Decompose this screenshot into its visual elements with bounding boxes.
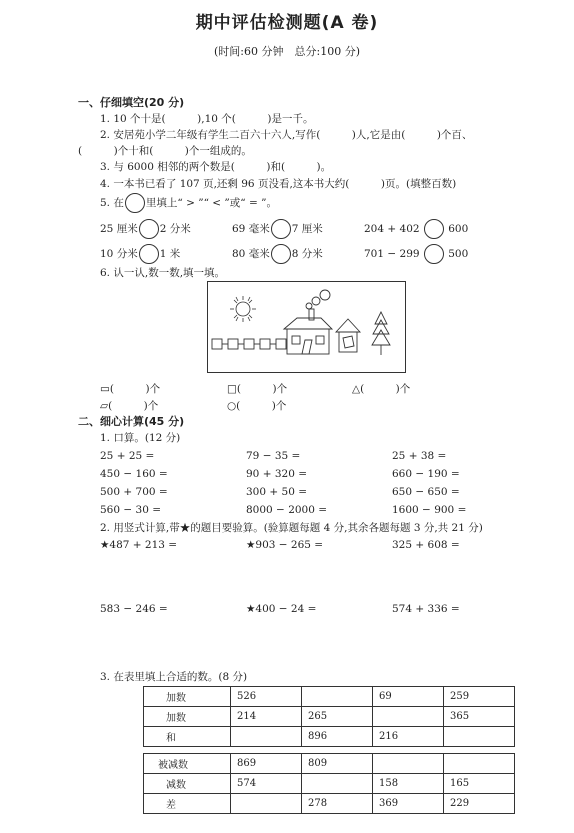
table-cell: 869 (231, 754, 302, 774)
answer-circle[interactable] (271, 244, 291, 264)
shapes-picture (207, 281, 406, 373)
count-parallelogram: ▱( )个 (100, 400, 159, 412)
answer-circle[interactable] (424, 219, 444, 239)
table-cell[interactable] (444, 754, 515, 774)
table-cell[interactable] (444, 727, 515, 747)
table-row (144, 794, 515, 814)
page-title: 期中评估检测题(A 卷) (195, 13, 379, 33)
oral-problem: 90 + 320 = (246, 468, 308, 480)
table-cell[interactable] (231, 794, 302, 814)
table-cell: 229 (444, 794, 515, 814)
count-circle: ○( )个 (227, 400, 287, 412)
compare-item: 80 毫米 8 分米 (232, 244, 323, 264)
table-cell[interactable] (302, 687, 373, 707)
oral-problem: 300 + 50 = (246, 486, 308, 498)
table-cell: 809 (302, 754, 373, 774)
rectangle-icon: ▭ (100, 383, 110, 395)
table-cell: 加数 (144, 687, 231, 707)
answer-circle[interactable] (139, 244, 159, 264)
oral-calc-title: 1. 口算。(12 分) (100, 432, 181, 444)
question-2-line2: ( )个十和( )个一组成的。 (78, 145, 252, 157)
compare-item: 69 毫米 7 厘米 (232, 219, 323, 239)
oral-problem: 8000 − 2000 = (246, 504, 328, 516)
vertical-problem: ★400 − 24 = (246, 603, 317, 615)
vertical-problem: 583 − 246 = (100, 603, 168, 615)
question-3: 3. 与 6000 相邻的两个数是( )和( )。 (100, 161, 332, 173)
table-cell: 214 (231, 707, 302, 727)
count-rectangle: ▭( )个 (100, 383, 161, 395)
table-cell: 被减数 (144, 754, 231, 774)
table-row (144, 707, 515, 727)
table-cell: 896 (302, 727, 373, 747)
section1-heading: 一、仔细填空(20 分) (78, 96, 185, 109)
table-cell: 216 (373, 727, 444, 747)
question-6: 6. 认一认,数一数,填一填。 (100, 267, 226, 279)
question-5-suffix: 里填上“ > ”“ < ”或“ = ”。 (145, 197, 277, 209)
count-square: □( )个 (227, 383, 288, 395)
vertical-problem: 325 + 608 = (392, 539, 460, 551)
square-icon: □ (227, 383, 237, 395)
parallelogram-icon: ▱ (100, 400, 109, 412)
oral-problem: 25 + 25 = (100, 450, 155, 462)
table-cell: 574 (231, 774, 302, 794)
oral-problem: 25 + 38 = (392, 450, 447, 462)
fill-table-title: 3. 在表里填上合适的数。(8 分) (100, 671, 248, 683)
subtraction-table (143, 753, 515, 814)
addition-table (143, 686, 515, 747)
table-cell: 减数 (144, 774, 231, 794)
oral-problem: 560 − 30 = (100, 504, 162, 516)
answer-circle[interactable] (139, 219, 159, 239)
table-cell: 69 (373, 687, 444, 707)
table-row (144, 774, 515, 794)
table-cell: 369 (373, 794, 444, 814)
exam-info: (时间:60 分钟 总分:100 分) (214, 45, 360, 58)
table-cell: 差 (144, 794, 231, 814)
table-cell: 365 (444, 707, 515, 727)
table-cell[interactable] (373, 754, 444, 774)
table-cell: 526 (231, 687, 302, 707)
count-triangle: △( )个 (352, 383, 411, 395)
compare-item: 701 − 299 500 (364, 244, 468, 264)
table-cell: 和 (144, 727, 231, 747)
oral-problem: 79 − 35 = (246, 450, 301, 462)
compare-item: 25 厘米 2 分米 (100, 219, 191, 239)
oral-problem: 450 − 160 = (100, 468, 168, 480)
question-1: 1. 10 个十是( ),10 个( )是一千。 (100, 113, 314, 125)
table-cell: 165 (444, 774, 515, 794)
answer-circle[interactable] (271, 219, 291, 239)
question-2-line1: 2. 安居苑小学二年级有学生二百六十六人,写作( )人,它是由( )个百、 (100, 129, 473, 141)
question-5-prefix: 5. 在 (100, 197, 124, 209)
table-cell[interactable] (231, 727, 302, 747)
circle-icon: ○ (227, 400, 237, 412)
compare-item: 10 分米 1 米 (100, 244, 180, 264)
table-cell: 加数 (144, 707, 231, 727)
vertical-problem: ★903 − 265 = (246, 539, 324, 551)
question-5 (100, 193, 277, 213)
table-row (144, 727, 515, 747)
answer-circle[interactable] (424, 244, 444, 264)
table-cell[interactable] (373, 707, 444, 727)
table-row (144, 754, 515, 774)
triangle-icon: △ (352, 383, 361, 395)
vertical-calc-title: 2. 用竖式计算,带★的题目要验算。(验算题每题 4 分,其余各题每题 3 分,共 21 分) (100, 522, 483, 534)
table-cell[interactable] (302, 774, 373, 794)
vertical-problem: 574 + 336 = (392, 603, 460, 615)
shapes-illustration (208, 282, 405, 372)
section2-heading: 二、细心计算(45 分) (78, 415, 185, 428)
compare-item: 204 + 402 600 (364, 219, 468, 239)
oral-problem: 1600 − 900 = (392, 504, 467, 516)
oral-problem: 650 − 650 = (392, 486, 460, 498)
table-cell: 278 (302, 794, 373, 814)
oral-problem: 660 − 190 = (392, 468, 460, 480)
oral-problem: 500 + 700 = (100, 486, 168, 498)
compare-circle-icon (125, 193, 145, 213)
table-cell: 158 (373, 774, 444, 794)
table-row (144, 687, 515, 707)
question-4: 4. 一本书已看了 107 页,还剩 96 页没看,这本书大约( )页。(填整百数) (100, 178, 457, 190)
vertical-problem: ★487 + 213 = (100, 539, 178, 551)
table-cell: 265 (302, 707, 373, 727)
table-cell: 259 (444, 687, 515, 707)
